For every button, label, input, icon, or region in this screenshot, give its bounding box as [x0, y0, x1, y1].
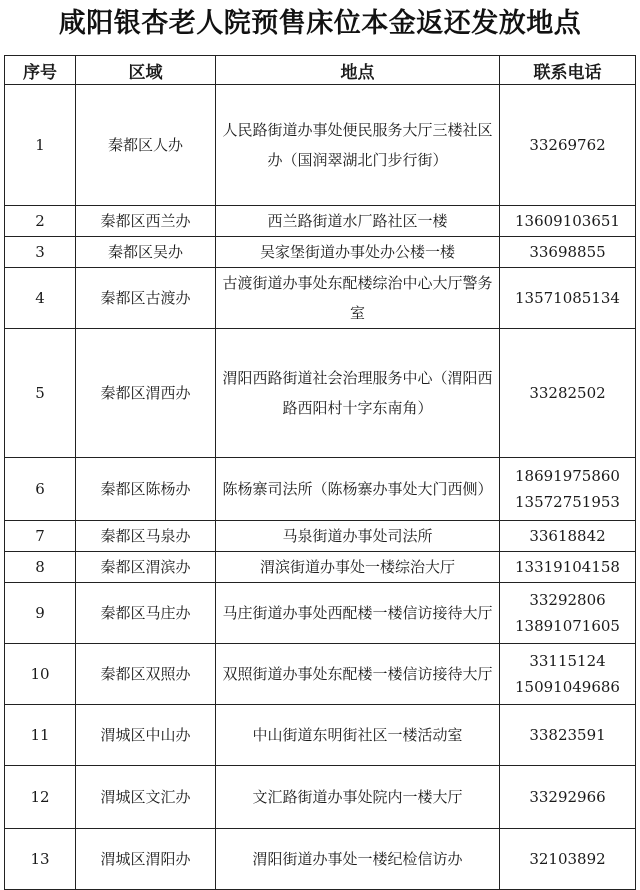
- phone-number: 33698855: [529, 243, 606, 261]
- header-address: 地点: [216, 56, 500, 85]
- row-index: 6: [5, 458, 76, 521]
- table-row: [5, 705, 636, 766]
- phone-number: 15091049686: [515, 678, 620, 696]
- row-address: 马泉街道办事处司法所: [216, 521, 500, 552]
- row-region: 秦都区渭滨办: [76, 552, 216, 583]
- phone-number: 33823591: [529, 726, 606, 744]
- phone-number: 32103892: [529, 850, 606, 868]
- row-region: 秦都区西兰办: [76, 206, 216, 237]
- row-region: 渭城区文汇办: [76, 766, 216, 829]
- row-index: 3: [5, 237, 76, 268]
- row-phone: [500, 237, 636, 268]
- row-address: 西兰路街道水厂路社区一楼: [216, 206, 500, 237]
- row-index: 12: [5, 766, 76, 829]
- table-row: [5, 329, 636, 458]
- phone-number: 13571085134: [515, 289, 620, 307]
- phone-number: 13609103651: [515, 212, 620, 230]
- phone-number: 13572751953: [515, 493, 620, 511]
- table-row: [5, 521, 636, 552]
- row-phone: [500, 644, 636, 705]
- row-index: 9: [5, 583, 76, 644]
- row-index: 11: [5, 705, 76, 766]
- header-index: 序号: [5, 56, 76, 85]
- row-index: 1: [5, 85, 76, 206]
- row-region: 秦都区陈杨办: [76, 458, 216, 521]
- row-address: 双照街道办事处东配楼一楼信访接待大厅: [216, 644, 500, 705]
- phone-number: 33269762: [529, 136, 606, 154]
- row-index: 5: [5, 329, 76, 458]
- table-row: [5, 829, 636, 890]
- header-region: 区域: [76, 56, 216, 85]
- row-region: 渭城区中山办: [76, 705, 216, 766]
- phone-number: 33292806: [529, 591, 606, 609]
- row-region: 秦都区马泉办: [76, 521, 216, 552]
- phone-number: 33618842: [529, 527, 606, 545]
- row-phone: [500, 268, 636, 329]
- row-phone: [500, 705, 636, 766]
- row-address: 陈杨寨司法所（陈杨寨办事处大门西侧）: [216, 458, 500, 521]
- row-phone: [500, 521, 636, 552]
- row-region: 秦都区双照办: [76, 644, 216, 705]
- row-index: 10: [5, 644, 76, 705]
- row-address: 文汇路街道办事处院内一楼大厅: [216, 766, 500, 829]
- row-index: 2: [5, 206, 76, 237]
- row-address: 渭阳街道办事处一楼纪检信访办: [216, 829, 500, 890]
- table-row: [5, 583, 636, 644]
- row-phone: [500, 206, 636, 237]
- row-index: 7: [5, 521, 76, 552]
- row-index: 4: [5, 268, 76, 329]
- phone-number: 18691975860: [515, 467, 620, 485]
- table-row: [5, 644, 636, 705]
- row-address: 马庄街道办事处西配楼一楼信访接待大厅: [216, 583, 500, 644]
- row-address: 古渡街道办事处东配楼综治中心大厅警务室: [216, 268, 500, 329]
- row-address: 吴家堡街道办事处办公楼一楼: [216, 237, 500, 268]
- table-row: [5, 552, 636, 583]
- row-phone: [500, 329, 636, 458]
- row-address: 中山街道东明街社区一楼活动室: [216, 705, 500, 766]
- row-region: 秦都区人办: [76, 85, 216, 206]
- page-title: 咸阳银杏老人院预售床位本金返还发放地点: [58, 8, 582, 39]
- phone-number: 13891071605: [515, 617, 620, 635]
- row-phone: [500, 583, 636, 644]
- phone-number: 33282502: [529, 384, 606, 402]
- row-index: 13: [5, 829, 76, 890]
- row-region: 秦都区马庄办: [76, 583, 216, 644]
- row-phone: [500, 766, 636, 829]
- row-region: 渭城区渭阳办: [76, 829, 216, 890]
- row-address: 渭滨街道办事处一楼综治大厅: [216, 552, 500, 583]
- row-phone: [500, 552, 636, 583]
- row-phone: [500, 458, 636, 521]
- row-region: 秦都区渭西办: [76, 329, 216, 458]
- row-region: 秦都区吴办: [76, 237, 216, 268]
- table-header-row: [5, 56, 636, 85]
- row-phone: [500, 829, 636, 890]
- row-index: 8: [5, 552, 76, 583]
- phone-number: 13319104158: [515, 558, 620, 576]
- row-address: 渭阳西路街道社会治理服务中心（渭阳西路西阳村十字东南角）: [216, 329, 500, 458]
- table-row: [5, 458, 636, 521]
- phone-number: 33292966: [529, 788, 606, 806]
- table-row: [5, 766, 636, 829]
- row-phone: [500, 85, 636, 206]
- table-row: [5, 237, 636, 268]
- table-row: [5, 85, 636, 206]
- table-row: [5, 206, 636, 237]
- location-table: [4, 55, 636, 890]
- row-address: 人民路街道办事处便民服务大厅三楼社区办（国润翠湖北门步行街）: [216, 85, 500, 206]
- row-region: 秦都区古渡办: [76, 268, 216, 329]
- phone-number: 33115124: [529, 652, 606, 670]
- table-row: [5, 268, 636, 329]
- header-phone: 联系电话: [500, 56, 636, 85]
